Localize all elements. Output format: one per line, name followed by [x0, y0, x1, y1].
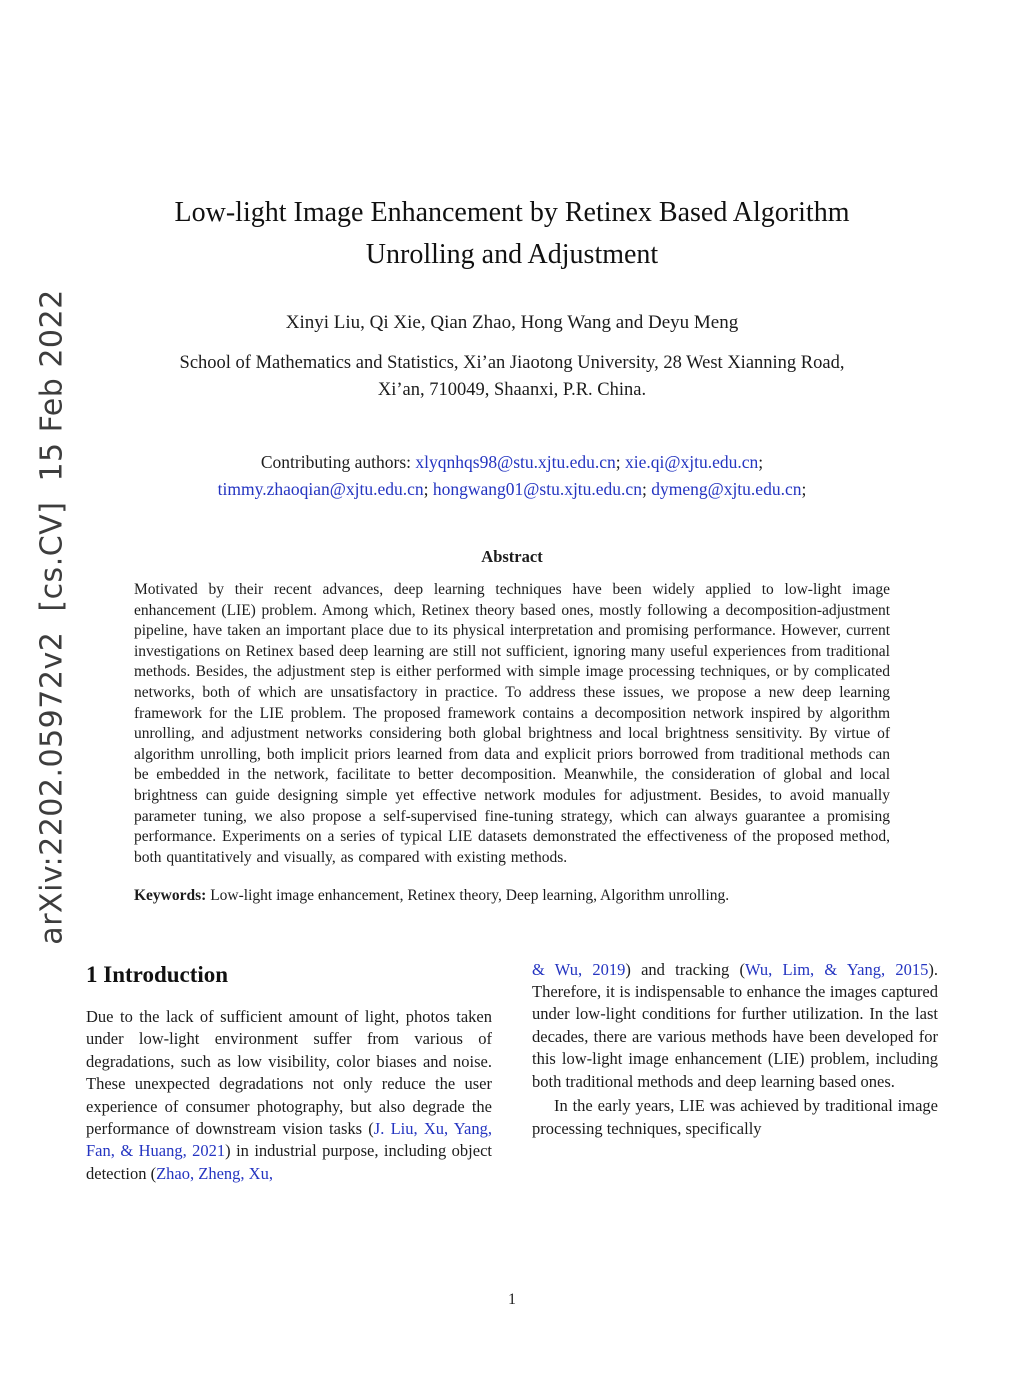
section-heading-introduction: 1 Introduction: [86, 961, 229, 987]
keywords-label: Keywords:: [134, 886, 207, 904]
text-segment: ;: [641, 478, 652, 499]
text-segment: ;: [423, 478, 433, 499]
text-segment: ;: [615, 451, 626, 472]
text-segment: Due to the lack of sufficient amount of light, photos taken under low-light environment suffer from various of degradations, such as low visibility, color biases and noise. These unexpected degradations not only reduce the user experience of consumer photography, but also degrade the performance of downstream vision tasks (: [86, 1006, 492, 1138]
affiliation-line1: School of Mathematics and Statistics, Xi’an Jiaotong University, 28 West Xianning Road,: [179, 353, 845, 373]
abstract-section: [134, 547, 890, 905]
citation-link[interactable]: & Wu, 2019: [532, 959, 626, 979]
two-column-body: [86, 959, 938, 1186]
email-link[interactable]: dymeng@xjtu.edu.cn: [651, 478, 802, 499]
email-link[interactable]: timmy.zhaoqian@xjtu.edu.cn: [217, 478, 424, 499]
intro-right-paragraph-1: [532, 959, 938, 1094]
keywords-text: Low-light image enhancement, Retinex theory, Deep learning, Algorithm unrolling.: [206, 886, 730, 904]
contributing-line2: [86, 476, 938, 503]
email-link[interactable]: hongwang01@stu.xjtu.edu.cn: [432, 478, 642, 499]
email-link[interactable]: xie.qi@xjtu.edu.cn: [625, 451, 759, 472]
contributing-authors: [86, 449, 938, 503]
paper-title: [86, 192, 938, 276]
email-link[interactable]: xlyqnhqs98@stu.xjtu.edu.cn: [415, 451, 616, 472]
citation-link[interactable]: Zhao, Zheng, Xu,: [156, 1163, 273, 1183]
text-segment: ). Therefore, it is indispensable to enhance the images captured under low-light conditions for further utilization. In the last decades, there are various methods have been developed for this low-light image enhancement (LIE) problem, including both traditional methods and deep learning based ones.: [532, 959, 938, 1091]
page-number: 1: [508, 1291, 516, 1308]
paper-title-line2: Unrolling and Adjustment: [365, 239, 659, 270]
text-segment: Contributing authors:: [260, 451, 416, 472]
text-segment: ;: [758, 451, 764, 472]
keywords-line: [134, 887, 890, 905]
affiliation-line2: Xi’an, 710049, Shaanxi, P.R. China.: [377, 380, 647, 401]
citation-link[interactable]: Wu, Lim, & Yang, 2015: [745, 959, 929, 979]
contributing-line1: [86, 449, 938, 476]
text-segment: ) and tracking (: [625, 959, 745, 979]
intro-right-paragraph-2: In the early years, LIE was achieved by traditional image processing techniques, specifically: [532, 1096, 938, 1138]
text-segment: ;: [801, 478, 807, 499]
citation-link[interactable]: J. Liu, Xu, Yang, Fan, & Huang, 2021: [86, 1118, 492, 1161]
authors-line: Xinyi Liu, Qi Xie, Qian Zhao, Hong Wang and Deyu Meng: [285, 312, 739, 333]
arxiv-watermark: arXiv:2202.05972v2 [cs.CV] 15 Feb 2022: [34, 289, 70, 945]
affiliation: [86, 350, 938, 405]
paper-title-line1: Low-light Image Enhancement by Retinex Based Algorithm: [174, 197, 850, 228]
left-column: [86, 959, 492, 1186]
intro-left-paragraph: [86, 1006, 492, 1186]
abstract-text: Motivated by their recent advances, deep learning techniques have been widely applied to low-light image enhancement (LIE) problem. Among which, Retinex theory based ones, mostly following a decomposition-adjustment pipeline, have taken an important place due to its physical interpretation and promising performance. However, current investigations on Retinex based deep learning are still not sufficient, ignoring many useful experiences from traditional methods. Besides, the adjustment step is either performed with simple image processing techniques, or by complicated networks, both of which are unsatisfactory in practice. To address these issues, we propose a new deep learning framework for the LIE problem. The proposed framework contains a decomposition network inspired by algorithm unrolling, and adjustment networks considering both global brightness and local brightness sensitivity. By virtue of algorithm unrolling, both implicit priors learned from data and explicit priors borrowed from traditional methods can be embedded in the network, facilitate to better decomposition. Meanwhile, the consideration of global and local brightness can guide designing simple yet effective network modules for adjustment. Besides, to avoid manually parameter tuning, we also propose a self-supervised fine-tuning strategy, which can always guarantee a promising performance. Experiments on a series of typical LIE datasets demonstrated the effectiveness of the proposed method, both quantitatively and visually, as compared with existing methods.: [134, 581, 890, 866]
abstract-heading: Abstract: [481, 547, 543, 566]
right-column: [532, 959, 938, 1186]
text-segment: ) in industrial purpose, including object detection (: [86, 1141, 492, 1183]
